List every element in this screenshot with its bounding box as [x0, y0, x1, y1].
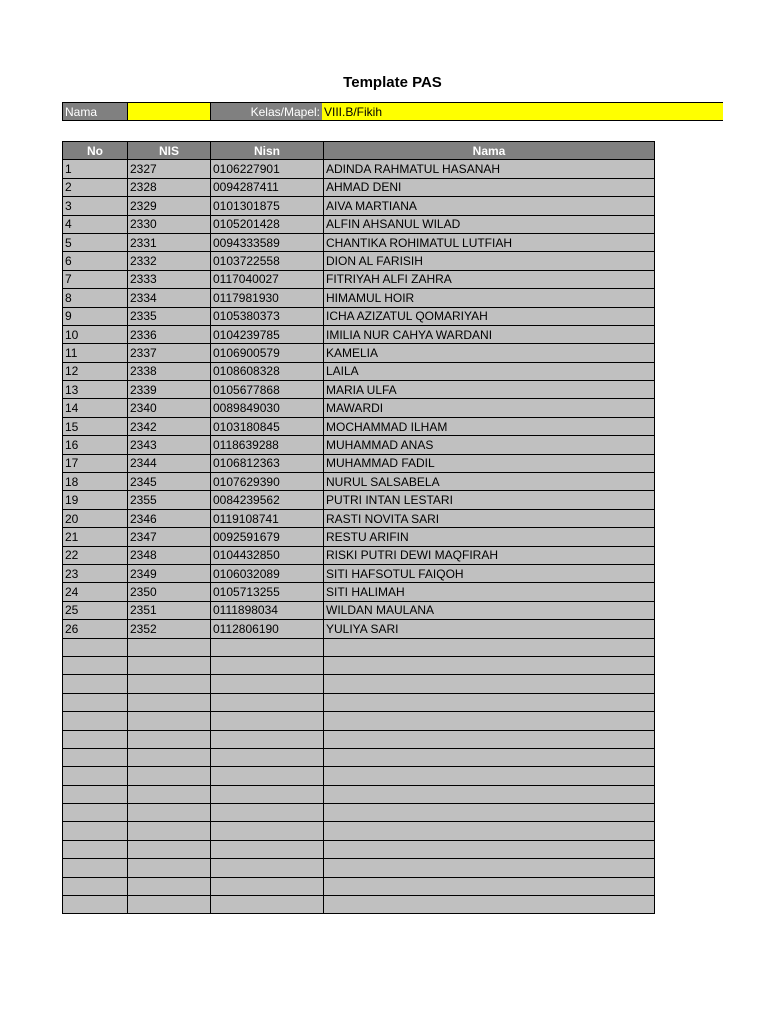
cell-nama[interactable]: MOCHAMMAD ILHAM — [324, 417, 655, 435]
cell-nisn[interactable]: 0106032089 — [211, 564, 324, 582]
cell-no[interactable]: 3 — [63, 197, 128, 215]
cell-nama[interactable]: SITI HALIMAH — [324, 583, 655, 601]
cell-nis[interactable] — [128, 748, 211, 766]
cell-nama[interactable]: NURUL SALSABELA — [324, 473, 655, 491]
cell-nis[interactable] — [128, 840, 211, 858]
cell-nama[interactable]: MUHAMMAD ANAS — [324, 436, 655, 454]
cell-no[interactable] — [63, 638, 128, 656]
cell-nama[interactable]: SITI HAFSOTUL FAIQOH — [324, 564, 655, 582]
cell-no[interactable]: 9 — [63, 307, 128, 325]
cell-nama[interactable]: AHMAD DENI — [324, 178, 655, 196]
cell-no[interactable]: 6 — [63, 252, 128, 270]
table-row — [63, 160, 655, 178]
cell-nisn[interactable] — [211, 730, 324, 748]
cell-nisn[interactable] — [211, 896, 324, 914]
cell-nis[interactable]: 2340 — [128, 399, 211, 417]
cell-nis[interactable]: 2348 — [128, 546, 211, 564]
cell-nisn[interactable]: 0094287411 — [211, 178, 324, 196]
cell-nis[interactable]: 2351 — [128, 601, 211, 619]
table-row — [63, 436, 655, 454]
cell-nama[interactable]: WILDAN MAULANA — [324, 601, 655, 619]
cell-nama[interactable] — [324, 730, 655, 748]
cell-no[interactable] — [63, 656, 128, 674]
table-row — [63, 730, 655, 748]
cell-nama[interactable] — [324, 675, 655, 693]
table-row — [63, 896, 655, 914]
table-row — [63, 197, 655, 215]
page-title: Template PAS — [343, 74, 442, 91]
table-row — [63, 638, 655, 656]
table-row — [63, 252, 655, 270]
cell-nama[interactable]: MAWARDI — [324, 399, 655, 417]
cell-no[interactable]: 24 — [63, 583, 128, 601]
table-row — [63, 712, 655, 730]
cell-nisn[interactable] — [211, 693, 324, 711]
cell-nis[interactable]: 2344 — [128, 454, 211, 472]
table-row — [63, 601, 655, 619]
cell-nama[interactable] — [324, 748, 655, 766]
cell-nisn[interactable] — [211, 840, 324, 858]
cell-nis[interactable] — [128, 877, 211, 895]
cell-no[interactable]: 19 — [63, 491, 128, 509]
table-row — [63, 620, 655, 638]
cell-no[interactable] — [63, 675, 128, 693]
cell-nisn[interactable] — [211, 675, 324, 693]
cell-nama[interactable]: KAMELIA — [324, 344, 655, 362]
cell-nisn[interactable]: 0094333589 — [211, 233, 324, 251]
table-row — [63, 767, 655, 785]
kelas-mapel-label: Kelas/Mapel: — [210, 102, 323, 121]
table-row — [63, 840, 655, 858]
cell-nis[interactable]: 2332 — [128, 252, 211, 270]
table-row — [63, 270, 655, 288]
cell-no[interactable] — [63, 859, 128, 877]
student-table — [62, 141, 655, 914]
header-no: No — [63, 142, 128, 160]
cell-no[interactable]: 8 — [63, 289, 128, 307]
cell-nis[interactable]: 2339 — [128, 381, 211, 399]
table-row — [63, 859, 655, 877]
header-nama: Nama — [324, 142, 655, 160]
cell-nis[interactable]: 2347 — [128, 528, 211, 546]
cell-nis[interactable]: 2336 — [128, 325, 211, 343]
cell-no[interactable]: 11 — [63, 344, 128, 362]
cell-nama[interactable]: CHANTIKA ROHIMATUL LUTFIAH — [324, 233, 655, 251]
cell-no[interactable]: 25 — [63, 601, 128, 619]
cell-no[interactable] — [63, 840, 128, 858]
cell-no[interactable]: 17 — [63, 454, 128, 472]
cell-nama[interactable]: IMILIA NUR CAHYA WARDANI — [324, 325, 655, 343]
cell-nisn[interactable]: 0105713255 — [211, 583, 324, 601]
cell-nisn[interactable]: 0101301875 — [211, 197, 324, 215]
cell-nama[interactable]: YULIYA SARI — [324, 620, 655, 638]
cell-nisn[interactable]: 0106227901 — [211, 160, 324, 178]
cell-no[interactable]: 2 — [63, 178, 128, 196]
cell-no[interactable]: 15 — [63, 417, 128, 435]
cell-nis[interactable]: 2352 — [128, 620, 211, 638]
cell-nisn[interactable] — [211, 859, 324, 877]
cell-nis[interactable] — [128, 767, 211, 785]
cell-nama[interactable] — [324, 693, 655, 711]
table-row — [63, 785, 655, 803]
cell-nis[interactable] — [128, 859, 211, 877]
cell-nisn[interactable]: 0112806190 — [211, 620, 324, 638]
table-row — [63, 473, 655, 491]
cell-nis[interactable]: 2355 — [128, 491, 211, 509]
cell-nama[interactable]: PUTRI INTAN LESTARI — [324, 491, 655, 509]
cell-nis[interactable]: 2329 — [128, 197, 211, 215]
cell-no[interactable] — [63, 785, 128, 803]
cell-nama[interactable]: ICHA AZIZATUL QOMARIYAH — [324, 307, 655, 325]
cell-no[interactable] — [63, 767, 128, 785]
cell-nis[interactable] — [128, 730, 211, 748]
table-row — [63, 528, 655, 546]
cell-nis[interactable]: 2337 — [128, 344, 211, 362]
header-nis: NIS — [128, 142, 211, 160]
cell-nisn[interactable]: 0118639288 — [211, 436, 324, 454]
cell-nisn[interactable]: 0103722558 — [211, 252, 324, 270]
cell-nis[interactable]: 2349 — [128, 564, 211, 582]
cell-nama[interactable] — [324, 822, 655, 840]
cell-nama[interactable] — [324, 785, 655, 803]
cell-no[interactable]: 4 — [63, 215, 128, 233]
table-row — [63, 344, 655, 362]
cell-nisn[interactable] — [211, 712, 324, 730]
cell-nama[interactable] — [324, 656, 655, 674]
cell-nisn[interactable]: 0111898034 — [211, 601, 324, 619]
cell-nis[interactable] — [128, 785, 211, 803]
cell-nis[interactable]: 2331 — [128, 233, 211, 251]
cell-no[interactable]: 13 — [63, 381, 128, 399]
cell-nama[interactable] — [324, 804, 655, 822]
cell-no[interactable]: 10 — [63, 325, 128, 343]
cell-nis[interactable] — [128, 693, 211, 711]
cell-nisn[interactable]: 0104432850 — [211, 546, 324, 564]
cell-nama[interactable]: RASTI NOVITA SARI — [324, 509, 655, 527]
table-row — [63, 748, 655, 766]
cell-nisn[interactable]: 0106900579 — [211, 344, 324, 362]
table-body — [63, 160, 655, 914]
header-nisn: Nisn — [211, 142, 324, 160]
cell-nis[interactable] — [128, 638, 211, 656]
cell-nama[interactable] — [324, 840, 655, 858]
cell-nisn[interactable]: 0105380373 — [211, 307, 324, 325]
cell-nisn[interactable]: 0105677868 — [211, 381, 324, 399]
cell-nisn[interactable]: 0105201428 — [211, 215, 324, 233]
cell-no[interactable]: 18 — [63, 473, 128, 491]
cell-nama[interactable]: FITRIYAH ALFI ZAHRA — [324, 270, 655, 288]
cell-nama[interactable]: MUHAMMAD FADIL — [324, 454, 655, 472]
cell-nama[interactable] — [324, 877, 655, 895]
cell-no[interactable] — [63, 877, 128, 895]
cell-nisn[interactable] — [211, 822, 324, 840]
cell-nisn[interactable] — [211, 748, 324, 766]
nama-label: Nama — [62, 102, 128, 121]
info-row — [62, 102, 723, 121]
table-row — [63, 289, 655, 307]
table-row — [63, 546, 655, 564]
cell-nis[interactable] — [128, 712, 211, 730]
cell-no[interactable]: 1 — [63, 160, 128, 178]
cell-no[interactable] — [63, 804, 128, 822]
table-row — [63, 307, 655, 325]
cell-nisn[interactable] — [211, 767, 324, 785]
cell-nama[interactable] — [324, 712, 655, 730]
cell-no[interactable]: 22 — [63, 546, 128, 564]
cell-nisn[interactable]: 0108608328 — [211, 362, 324, 380]
cell-no[interactable] — [63, 730, 128, 748]
cell-no[interactable]: 23 — [63, 564, 128, 582]
table-row — [63, 656, 655, 674]
cell-nama[interactable]: RESTU ARIFIN — [324, 528, 655, 546]
table-row — [63, 491, 655, 509]
cell-no[interactable] — [63, 693, 128, 711]
table-row — [63, 325, 655, 343]
table-row — [63, 233, 655, 251]
cell-nis[interactable] — [128, 675, 211, 693]
cell-no[interactable]: 14 — [63, 399, 128, 417]
cell-nisn[interactable] — [211, 638, 324, 656]
cell-nama[interactable]: ALFIN AHSANUL WILAD — [324, 215, 655, 233]
cell-nis[interactable]: 2334 — [128, 289, 211, 307]
cell-nisn[interactable]: 0103180845 — [211, 417, 324, 435]
table-row — [63, 509, 655, 527]
table-row — [63, 564, 655, 582]
cell-nama[interactable]: RISKI PUTRI DEWI MAQFIRAH — [324, 546, 655, 564]
cell-nama[interactable]: DION AL FARISIH — [324, 252, 655, 270]
cell-no[interactable]: 5 — [63, 233, 128, 251]
cell-nis[interactable]: 2335 — [128, 307, 211, 325]
cell-nis[interactable]: 2330 — [128, 215, 211, 233]
cell-nisn[interactable]: 0119108741 — [211, 509, 324, 527]
cell-no[interactable] — [63, 896, 128, 914]
cell-nama[interactable]: ADINDA RAHMATUL HASANAH — [324, 160, 655, 178]
table-row — [63, 877, 655, 895]
table-header-row — [63, 142, 655, 160]
cell-nisn[interactable] — [211, 804, 324, 822]
cell-nis[interactable]: 2346 — [128, 509, 211, 527]
cell-nisn[interactable]: 0092591679 — [211, 528, 324, 546]
cell-nisn[interactable]: 0117040027 — [211, 270, 324, 288]
cell-nisn[interactable]: 0106812363 — [211, 454, 324, 472]
cell-nis[interactable] — [128, 804, 211, 822]
cell-no[interactable]: 16 — [63, 436, 128, 454]
table-row — [63, 362, 655, 380]
nama-value-cell[interactable] — [127, 102, 211, 121]
cell-nisn[interactable]: 0084239562 — [211, 491, 324, 509]
table-row — [63, 822, 655, 840]
cell-nis[interactable]: 2333 — [128, 270, 211, 288]
cell-no[interactable]: 7 — [63, 270, 128, 288]
cell-nisn[interactable]: 0107629390 — [211, 473, 324, 491]
cell-no[interactable] — [63, 712, 128, 730]
cell-nis[interactable]: 2350 — [128, 583, 211, 601]
cell-nis[interactable]: 2328 — [128, 178, 211, 196]
cell-nis[interactable] — [128, 896, 211, 914]
cell-nisn[interactable] — [211, 656, 324, 674]
table-row — [63, 381, 655, 399]
cell-nama[interactable]: AIVA MARTIANA — [324, 197, 655, 215]
table-row — [63, 417, 655, 435]
cell-nis[interactable] — [128, 656, 211, 674]
table-row — [63, 583, 655, 601]
table-row — [63, 399, 655, 417]
cell-nama[interactable]: MARIA ULFA — [324, 381, 655, 399]
table-row — [63, 693, 655, 711]
cell-nisn[interactable] — [211, 785, 324, 803]
cell-nis[interactable]: 2327 — [128, 160, 211, 178]
cell-nis[interactable]: 2343 — [128, 436, 211, 454]
table-row — [63, 178, 655, 196]
cell-no[interactable]: 12 — [63, 362, 128, 380]
cell-nama[interactable] — [324, 896, 655, 914]
cell-nama[interactable] — [324, 638, 655, 656]
table-row — [63, 454, 655, 472]
cell-nama[interactable]: HIMAMUL HOIR — [324, 289, 655, 307]
cell-nisn[interactable]: 0104239785 — [211, 325, 324, 343]
cell-nis[interactable]: 2342 — [128, 417, 211, 435]
cell-nis[interactable] — [128, 822, 211, 840]
cell-no[interactable]: 21 — [63, 528, 128, 546]
cell-no[interactable]: 20 — [63, 509, 128, 527]
cell-nisn[interactable]: 0117981930 — [211, 289, 324, 307]
cell-nis[interactable]: 2345 — [128, 473, 211, 491]
cell-no[interactable] — [63, 822, 128, 840]
table-row — [63, 804, 655, 822]
cell-nama[interactable] — [324, 859, 655, 877]
cell-no[interactable]: 26 — [63, 620, 128, 638]
table-row — [63, 215, 655, 233]
table-row — [63, 675, 655, 693]
cell-nisn[interactable] — [211, 877, 324, 895]
cell-nis[interactable]: 2338 — [128, 362, 211, 380]
cell-nisn[interactable]: 0089849030 — [211, 399, 324, 417]
cell-nama[interactable]: LAILA — [324, 362, 655, 380]
cell-no[interactable] — [63, 748, 128, 766]
cell-nama[interactable] — [324, 767, 655, 785]
kelas-mapel-value[interactable]: VIII.B/Fikih — [322, 102, 723, 121]
